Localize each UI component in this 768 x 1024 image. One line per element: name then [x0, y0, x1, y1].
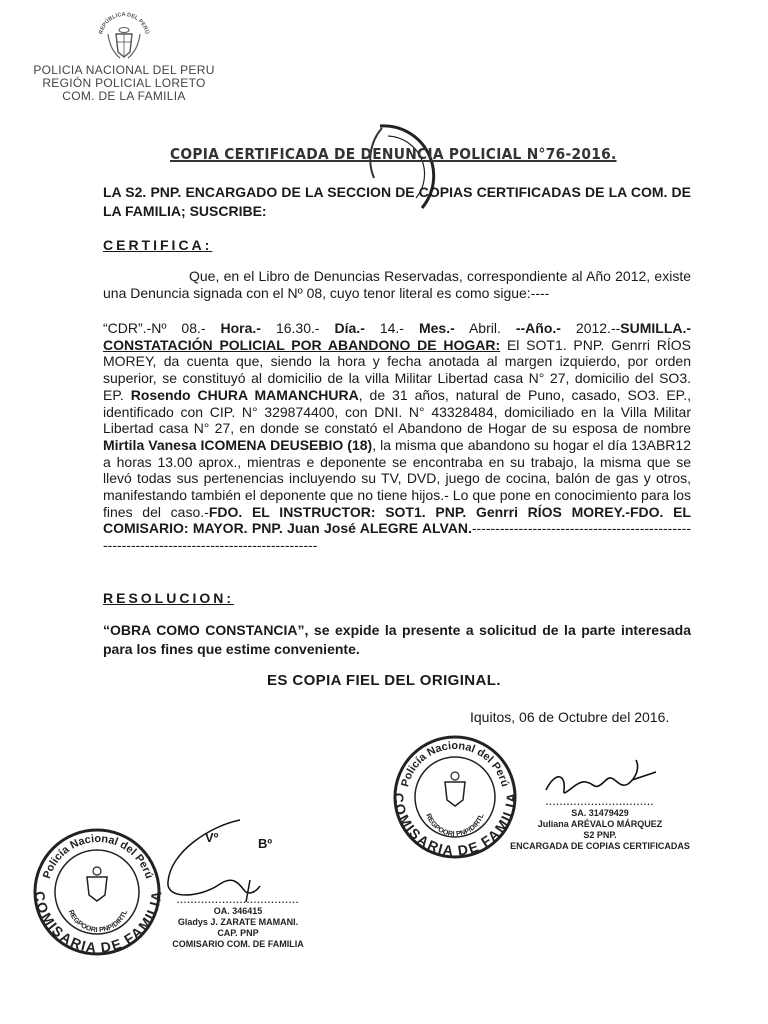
signatory-right-role: ENCARGADA DE COPIAS CERTIFICADAS	[510, 841, 690, 851]
svg-text:Policía Nacional del Perú: Policía Nacional del Perú	[399, 739, 511, 789]
institution-header	[24, 4, 224, 103]
seal-stamp-left	[30, 825, 165, 960]
svg-text:REGPOORI PNP/DIRTL: REGPOORI PNP/DIRTL	[424, 812, 486, 839]
institution-line-3: COM. DE LA FAMILIA	[62, 89, 186, 103]
signatory-left-id: OA. 346415	[213, 906, 263, 916]
signatory-right: ............................... SA. 31479429 Juliana ARÉVALO MÁRQUEZ S2 PNP. ENCARGADA DE COPIAS CERTIFICADAS	[500, 797, 700, 852]
signatory-left-name: Gladys J. ZARATE MAMANI.	[177, 917, 299, 927]
visto-bueno-v: Vº	[205, 830, 219, 845]
svg-text:COMISARIA DE FAMILIA: COMISARIA DE FAMILIA	[31, 890, 165, 956]
certifica-heading: CERTIFICA:	[103, 237, 213, 253]
signatory-left-role: COMISARIO COM. DE FAMILIA	[172, 939, 304, 949]
visto-bueno-b: Bº	[258, 836, 273, 851]
institution-line-1: POLICIA NACIONAL DEL PERU	[33, 63, 215, 77]
signatory-right-rank: S2 PNP.	[583, 830, 617, 840]
svg-text:REGPOORI PNP/DIRTL: REGPOORI PNP/DIRTL	[66, 909, 130, 935]
place-date: Iquitos, 06 de Octubre del 2016.	[470, 709, 670, 725]
signatory-right-id: SA. 31479429	[571, 808, 629, 818]
cdr-body: “CDR”.-Nº 08.- Hora.- 16.30.- Día.- 14.- Mes.- Abril. --Año.- 2012.--SUMILLA.- CONSTATACIÓN POLICIAL POR ABANDONO DE HOGAR: El SOT1. PNP. Genrri RÍOS MOREY, da cuenta que, siendo la hora y fecha anotada al margen izquierdo, por orden superior, se constituyó al domicilio de la villa Militar Libertad casa N° 27, domicilio del SO3. EP. Rosendo CHURA MAMANCHURA, de 31 años, natural de Puno, casado, SO3. EP., identificado con CIP. N° 329874400, con DNI. N° 43328484, domiciliado en la Villa Militar Libertad casa N° 27, en donde se constató el Abandono de Hogar de su esposa de nombre Mirtila Vanesa ICOMENA DEUSEBIO (18), la misma que abandono su hogar el día 13ABR12 a horas 13.00 aprox., mientras e deponente se encontraba en su trabajo, la misma que se llevó todas sus pertenencias incluyendo su TV, DVD, juego de cocina, balón de gas y otros, manifestando también el deponente que no tiene hijos.- Lo que pone en conocimiento para los fines del caso.-FDO. EL INSTRUCTOR: SOT1. PNP. Genrri RÍOS MOREY.-FDO. EL COMISARIO: MAYOR. PNP. Juan José ALEGRE ALVAN.---------------------------------------------------------------------------------------------	[103, 320, 692, 554]
certifica-text: Que, en el Libro de Denuncias Reservadas, correspondiente al Año 2012, existe una Denuncia signada con el Nº 08, cuyo tenor literal es como sigue:----	[103, 268, 691, 301]
svg-text:Policía Nacional del Perú: Policía Nacional del Perú	[41, 832, 155, 881]
resolucion-text: “OBRA COMO CONSTANCIA”, se expide la presente a solicitud de la parte interesada para los fines que estime conveniente.	[103, 622, 691, 657]
signatory-left-rank: CAP. PNP	[217, 928, 259, 938]
signatory-left: ................................... OA. 346415 Gladys J. ZARATE MAMANI. CAP. PNP COMISARIO COM. DE FAMILIA	[148, 895, 328, 950]
svg-text:COMISARIA DE FAMILIA: COMISARIA DE FAMILIA	[390, 792, 520, 859]
resolucion-heading: RESOLUCION:	[103, 590, 234, 606]
svg-text:REPÚBLICA DEL PERÚ: REPÚBLICA DEL PERÚ	[98, 11, 150, 35]
intro-text: LA S2. PNP. ENCARGADO DE LA SECCION DE COPIAS CERTIFICADAS DE LA COM. DE LA FAMILIA; SUSCRIBE:	[103, 184, 691, 219]
copia-fiel-text: ES COPIA FIEL DEL ORIGINAL.	[267, 672, 501, 689]
document-title: COPIA CERTIFICADA DE DENUNCIA POLICIAL N°76-2016.	[170, 145, 617, 163]
national-crest-icon	[94, 4, 154, 64]
institution-line-2: REGIÓN POLICIAL LORETO	[42, 76, 206, 90]
signatory-right-name: Juliana ARÉVALO MÁRQUEZ	[537, 819, 663, 829]
